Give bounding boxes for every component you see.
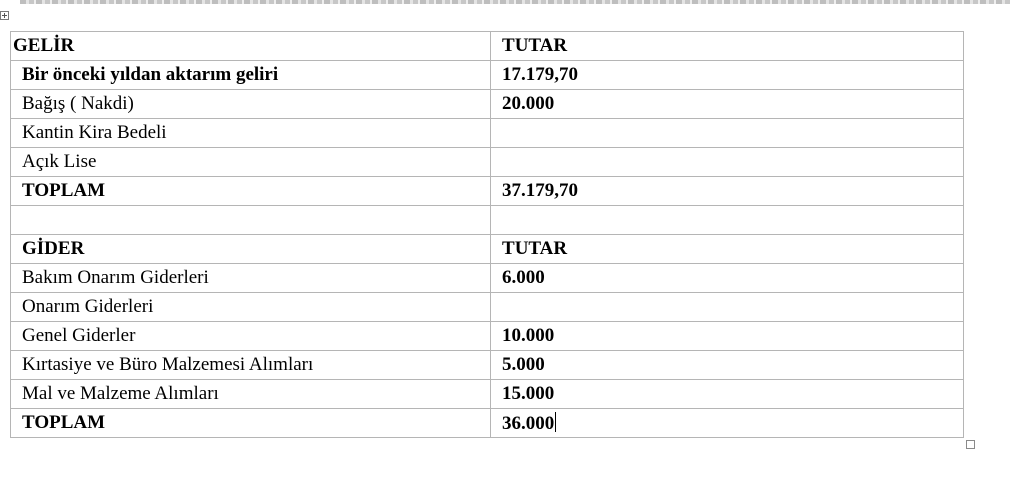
expense-header-row [11,235,964,264]
row-amount[interactable]: 6.000 [491,264,964,293]
empty-spacer-row [11,206,964,235]
income-total-row [11,177,964,206]
row-label[interactable]: Genel Giderler [11,322,491,351]
text-cursor [555,412,556,432]
row-amount[interactable]: 20.000 [491,90,964,119]
table-row [11,119,964,148]
row-amount[interactable] [491,293,964,322]
row-label[interactable]: Onarım Giderleri [11,293,491,322]
table-move-handle-icon[interactable] [0,11,9,20]
income-total-label[interactable]: TOPLAM [11,177,491,206]
expense-total-row [11,409,964,438]
expense-header-label[interactable]: GİDER [11,235,491,264]
expense-total-amount-cell[interactable] [491,409,964,438]
table-row [11,351,964,380]
row-label[interactable]: Açık Lise [11,148,491,177]
income-total-amount[interactable]: 37.179,70 [491,177,964,206]
row-amount[interactable]: 10.000 [491,322,964,351]
expense-total-amount: 36.000 [502,413,555,434]
row-amount[interactable] [491,148,964,177]
table-row [11,90,964,119]
row-label[interactable]: Bakım Onarım Giderleri [11,264,491,293]
row-label[interactable]: Kırtasiye ve Büro Malzemesi Alımları [11,351,491,380]
row-label[interactable]: Mal ve Malzeme Alımları [11,380,491,409]
row-amount[interactable]: 5.000 [491,351,964,380]
clipped-text-line [20,0,1010,4]
row-amount[interactable] [491,119,964,148]
row-label[interactable]: Bağış ( Nakdi) [11,90,491,119]
empty-cell[interactable] [491,206,964,235]
income-header-amount[interactable]: TUTAR [491,32,964,61]
table-row [11,380,964,409]
row-label[interactable]: Kantin Kira Bedeli [11,119,491,148]
income-header-row [11,32,964,61]
row-label[interactable]: Bir önceki yıldan aktarım geliri [11,61,491,90]
expense-header-amount[interactable]: TUTAR [491,235,964,264]
table-row [11,61,964,90]
table-row [11,264,964,293]
table-row [11,293,964,322]
table-row [11,322,964,351]
table-resize-handle-icon[interactable] [966,440,975,449]
budget-table [10,31,964,438]
row-amount[interactable]: 15.000 [491,380,964,409]
income-header-label[interactable]: GELİR [11,32,491,61]
expense-total-label[interactable]: TOPLAM [11,409,491,438]
row-amount[interactable]: 17.179,70 [491,61,964,90]
empty-cell[interactable] [11,206,491,235]
table-row [11,148,964,177]
